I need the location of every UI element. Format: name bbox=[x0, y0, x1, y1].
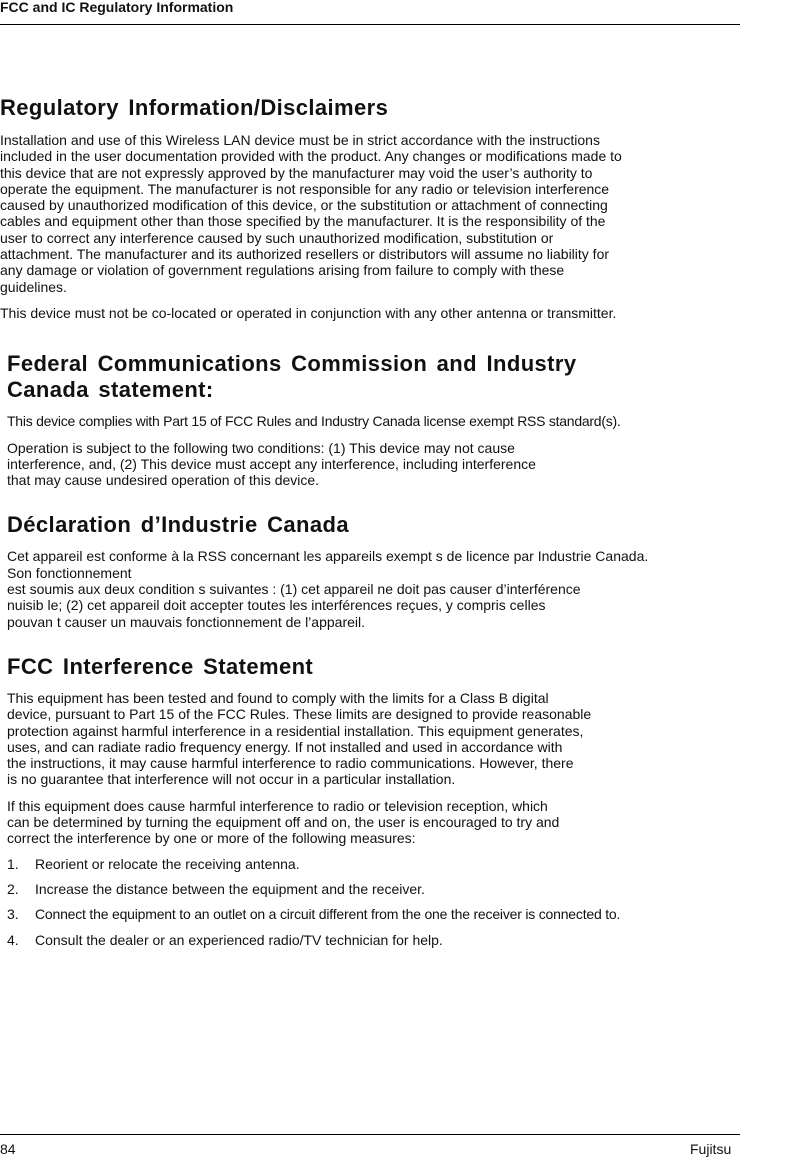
regulatory-heading: Regulatory Information/Disclaimers bbox=[0, 95, 389, 120]
list-item bbox=[0, 856, 786, 872]
list-item bbox=[0, 906, 786, 922]
list-item-text: Reorient or relocate the receiving antenna. bbox=[35, 855, 300, 872]
list-item-text: Increase the distance between the equipment and the receiver. bbox=[35, 880, 425, 897]
list-item-number: 1. bbox=[7, 855, 19, 872]
list-item-number: 4. bbox=[7, 931, 19, 948]
interference-heading: FCC Interference Statement bbox=[7, 653, 314, 679]
fcc-ic-section bbox=[0, 351, 786, 488]
interference-section bbox=[0, 654, 786, 847]
list-item-number: 2. bbox=[7, 880, 19, 897]
list-item bbox=[0, 881, 786, 897]
footer-divider bbox=[0, 1134, 740, 1135]
measures-list bbox=[0, 856, 786, 948]
regulatory-paragraph-2: This device must not be co-located or operated in conjunction with any other antenna or transmitter. bbox=[0, 304, 617, 321]
fcc-ic-heading: Federal Communications Commission and Industry Canada statement: bbox=[7, 351, 577, 403]
header-divider bbox=[0, 24, 740, 25]
page-content bbox=[0, 94, 786, 957]
fcc-ic-paragraph-1: This device complies with Part 15 of FCC Rules and Industry Canada license exempt RSS standard(s). bbox=[7, 413, 621, 430]
footer-brand: Fujitsu bbox=[690, 1141, 732, 1157]
page-number: 84 bbox=[0, 1141, 16, 1157]
declaration-paragraph: Cet appareil est conforme à la RSS concernant les appareils exempt s de licence par Industrie Canada. Son fonctionnement est soumis aux deux condition s suivantes : (1) cet appareil ne doit pas causer d’interférence nuisib le; (2) cet appareil doit accepter toutes les interférences reçues, y compris celles pouvan t causer un mauvais fonctionnement de l’appareil. bbox=[7, 548, 649, 630]
list-item-text: Consult the dealer or an experienced radio/TV technician for help. bbox=[35, 931, 443, 948]
interference-paragraph-2: If this equipment does cause harmful interference to radio or television reception, which can be determined by turning the equipment off and on, the user is encouraged to try and correct the interference by one or more of the following measures: bbox=[7, 797, 560, 847]
list-item bbox=[0, 932, 786, 948]
regulatory-section bbox=[0, 94, 786, 321]
declaration-section bbox=[0, 512, 786, 629]
list-item-number: 3. bbox=[7, 906, 19, 923]
fcc-ic-paragraph-2: Operation is subject to the following two conditions: (1) This device may not cause interference, and, (2) This device must accept any interference, including interference that may cause undesired operation of this device. bbox=[7, 439, 536, 489]
interference-paragraph-1: This equipment has been tested and found to comply with the limits for a Class B digital device, pursuant to Part 15 of the FCC Rules. These limits are designed to provide reasonable protection against harmful interference in a residential installation. This equipment generates, uses, and can radiate radio frequency energy. If not installed and used in accordance with the instructions, it may cause harmful interference to radio communications. However, there is no guarantee that interference will not occur in a particular installation. bbox=[7, 689, 592, 788]
header-title: FCC and IC Regulatory Information bbox=[0, 0, 234, 15]
list-item-text: Connect the equipment to an outlet on a circuit different from the one the receiver is connected to. bbox=[35, 906, 621, 923]
regulatory-paragraph-1: Installation and use of this Wireless LAN device must be in strict accordance with the instructions included in the user documentation provided with the product. Any changes or modifications made to this device that are not expressly approved by the manufacturer may void the user’s authority to operate the equipment. The manufacturer is not responsible for any radio or television interference caused by unauthorized modification of this device, or the substitution or attachment of connecting cables and equipment other than those specified by the manufacturer. It is the responsibility of the user to correct any interference caused by such unauthorized modification, substitution or attachment. The manufacturer and its authorized resellers or distributors will assume no liability for any damage or violation of government regulations arising from failure to comply with these guidelines. bbox=[0, 132, 622, 295]
declaration-heading: Déclaration d’Industrie Canada bbox=[7, 512, 349, 538]
